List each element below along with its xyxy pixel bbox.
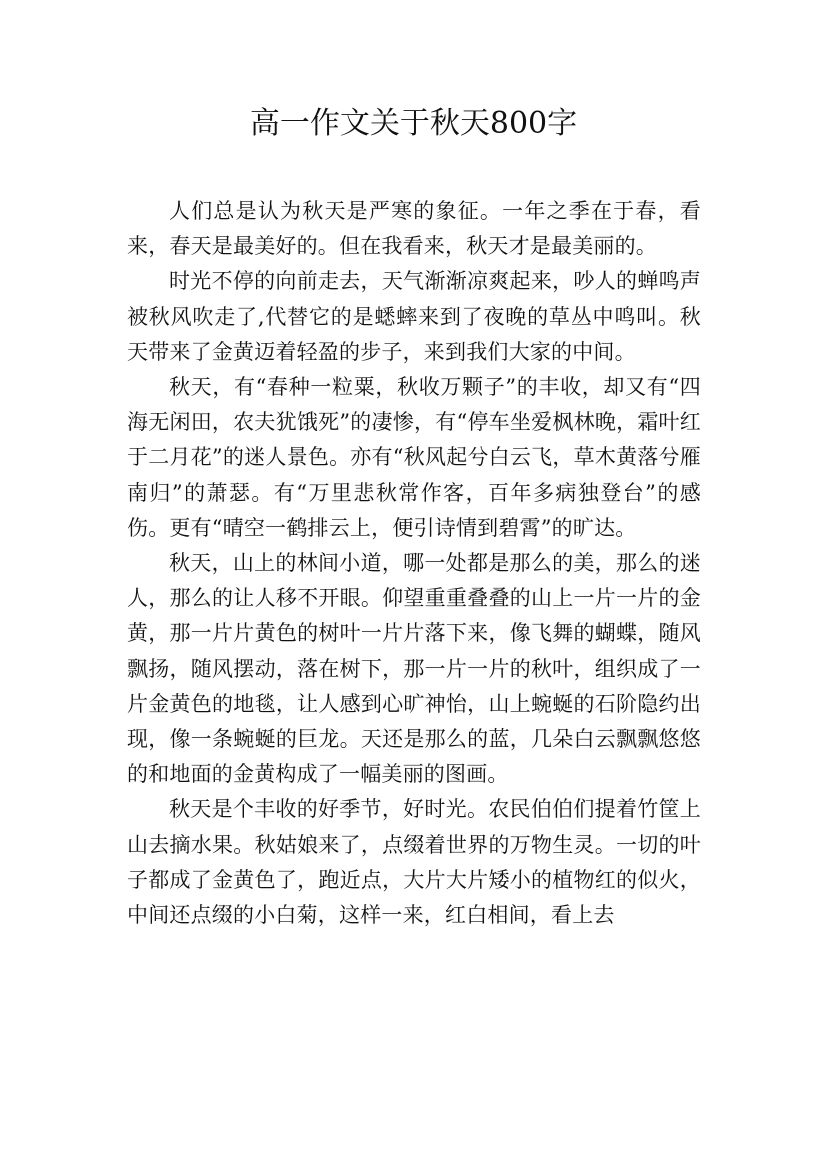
document-body <box>127 194 701 933</box>
paragraph-4: 秋天，山上的林间小道，哪一处都是那么的美，那么的迷人，那么的让人移不开眼。仰望重重叠叠的山上一片一片的金黄，那一片片黄色的树叶一片片落下来，像飞舞的蝴蝶，随风飘扬，随风摆动，落在树下，那一片一片的秋叶，组织成了一片金黄色的地毯，让人感到心旷神怡，山上蜿蜒的石阶隐约出现，像一条蜿蜒的巨龙。天还是那么的蓝，几朵白云飘飘悠悠的和地面的金黄构成了一幅美丽的图画。 <box>127 551 701 787</box>
paragraph-2: 时光不停的向前走去，天气渐渐凉爽起来，吵人的蝉鸣声被秋风吹走了,代替它的是蟋蟀来到了夜晚的草丛中鸣叫。秋天带来了金黄迈着轻盈的步子，来到我们大家的中间。 <box>127 269 701 364</box>
paragraph-5: 秋天是个丰收的好季节，好时光。农民伯伯们提着竹筐上山去摘水果。秋姑娘来了，点缀着世界的万物生灵。一切的叶子都成了金黄色了，跑近点，大片大片矮小的植物红的似火，中间还点缀的小白菊，这样一来，红白相间，看上去 <box>127 797 701 928</box>
paragraph-3: 秋天，有“春种一粒粟，秋收万颗子”的丰收，却又有“四海无闲田，农夫犹饿死”的凄惨，有“停车坐爱枫林晚，霜叶红于二月花”的迷人景色。亦有“秋风起兮白云飞，草木黄落兮雁南归”的萧瑟。有“万里悲秋常作客，百年多病独登台”的感伤。更有“晴空一鹤排云上，便引诗情到碧霄”的旷达。 <box>127 375 701 540</box>
document-title: 高一作文关于秋天800字 <box>249 106 578 141</box>
paragraph-1: 人们总是认为秋天是严寒的象征。一年之季在于春，看来，春天是最美好的。但在我看来，秋天才是最美丽的。 <box>127 199 701 259</box>
